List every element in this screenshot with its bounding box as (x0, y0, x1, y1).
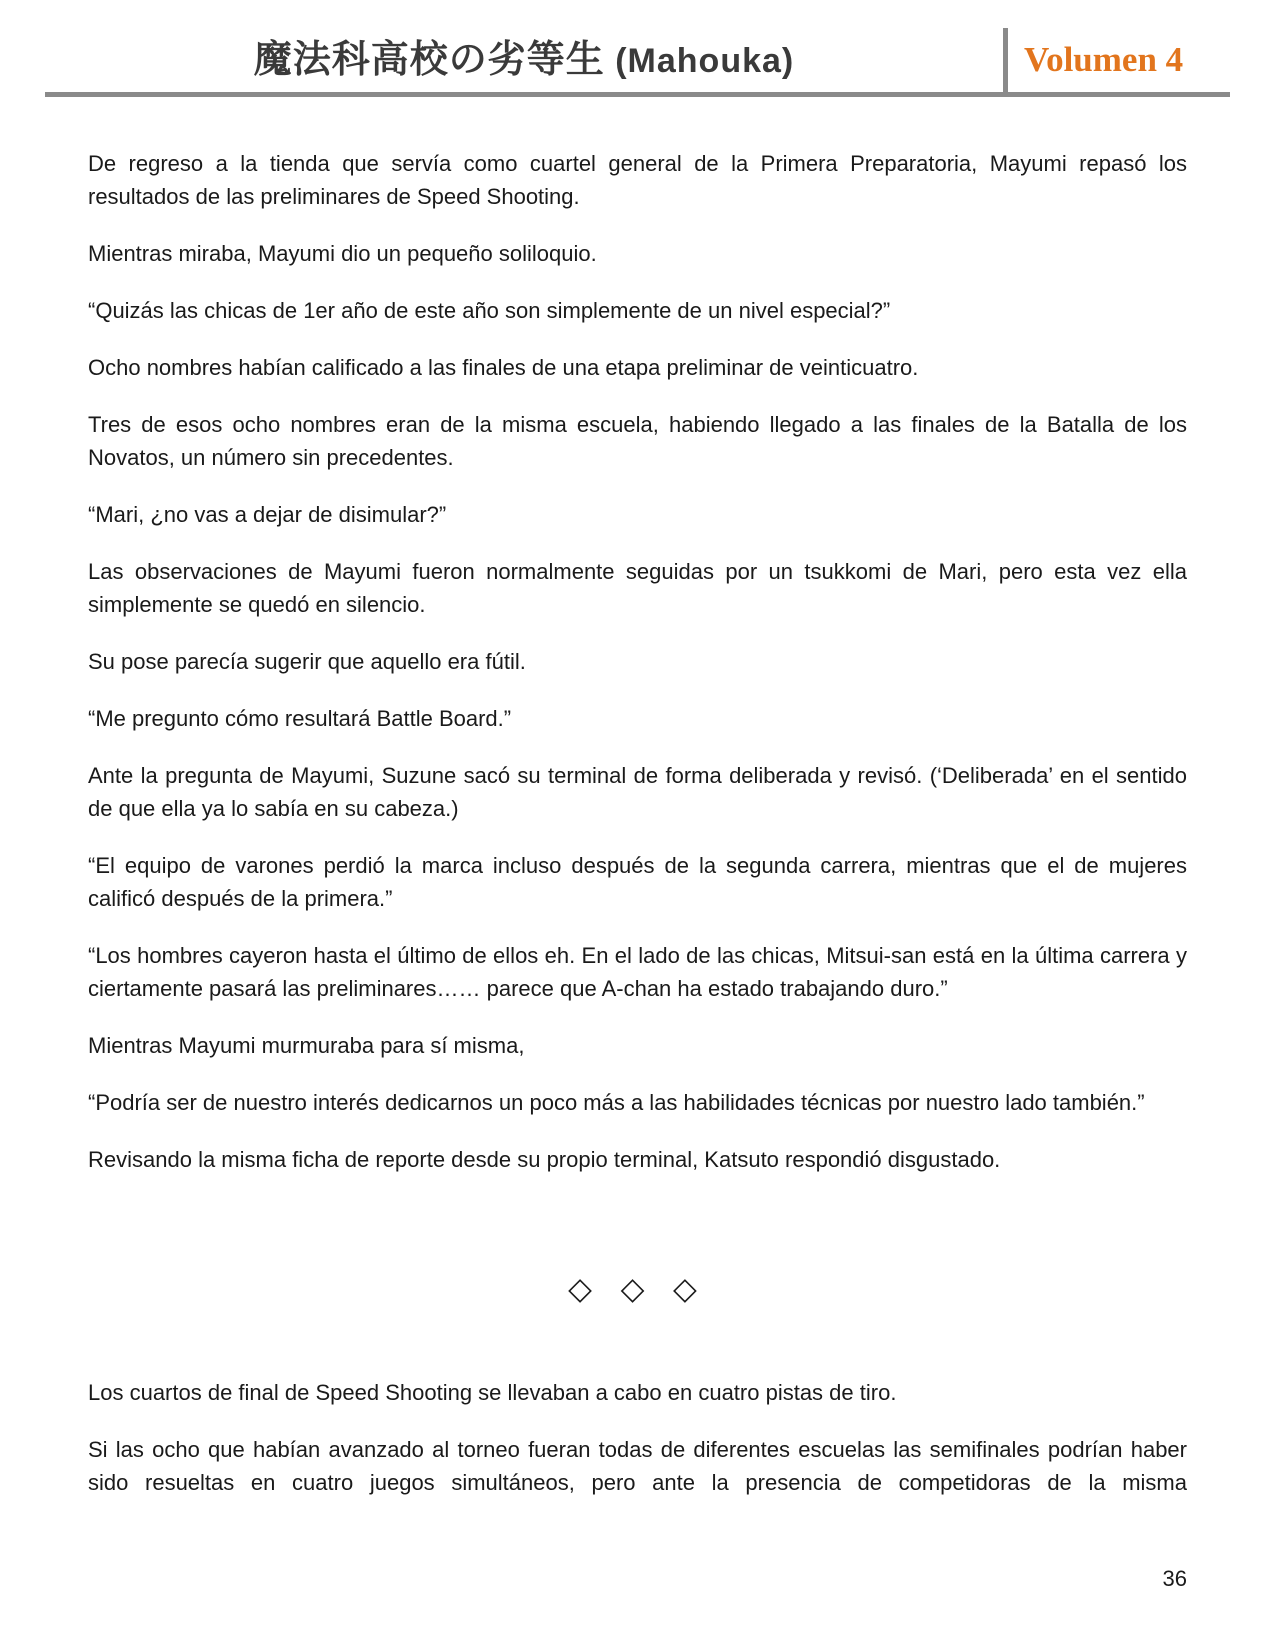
paragraph: Los cuartos de final de Speed Shooting se llevaban a cabo en cuatro pistas de tiro. (88, 1380, 897, 1405)
header-row (45, 18, 1230, 92)
paragraph: “Me pregunto cómo resultará Battle Board.” (88, 706, 512, 731)
header-title-cell (45, 18, 1003, 92)
paragraph: Revisando la misma ficha de reporte desde su propio terminal, Katsuto respondió disgustado. (88, 1147, 1001, 1172)
paragraph: Su pose parecía sugerir que aquello era fútil. (88, 649, 526, 674)
book-title-japanese: 魔法科高校の劣等生 (253, 38, 605, 81)
page-number: 36 (1162, 1566, 1187, 1591)
volume-label: Volumen 4 (1024, 40, 1184, 79)
paragraph: “El equipo de varones perdió la marca incluso después de la segunda carrera, mientras que el de mujeres calificó después de la primera.” (88, 853, 1187, 911)
paragraph: Mientras Mayumi murmuraba para sí misma, (88, 1033, 525, 1058)
paragraph: “Los hombres cayeron hasta el último de ellos eh. En el lado de las chicas, Mitsui-san está en la última carrera y ciertamente pasará las preliminares…… parece que A-chan ha estado trabajando duro.” (88, 943, 1187, 1001)
paragraph: Tres de esos ocho nombres eran de la misma escuela, habiendo llegado a las finales de la Batalla de los Novatos, un número sin precedentes. (88, 412, 1187, 470)
paragraph: Si las ocho que habían avanzado al torneo fueran todas de diferentes escuelas las semifinales podrían haber sido resueltas en cuatro juegos simultáneos, pero ante la presencia de competidoras de la misma (88, 1437, 1187, 1495)
page-header (0, 0, 1275, 97)
paragraph: Mientras miraba, Mayumi dio un pequeño soliloquio. (88, 241, 597, 266)
scene-separator: ◇ ◇ ◇ (568, 1271, 707, 1306)
page-body (0, 97, 1275, 1499)
paragraph: “Podría ser de nuestro interés dedicarnos un poco más a las habilidades técnicas por nuestro lado también.” (88, 1090, 1145, 1115)
paragraph: De regreso a la tienda que servía como cuartel general de la Primera Preparatoria, Mayumi repasó los resultados de las preliminares de Speed Shooting. (88, 151, 1187, 209)
paragraph: “Mari, ¿no vas a dejar de disimular?” (88, 502, 447, 527)
paragraph: Ante la pregunta de Mayumi, Suzune sacó su terminal de forma deliberada y revisó. (‘Deliberada’ en el sentido de que ella ya lo sabía en su cabeza.) (88, 763, 1187, 821)
page-footer (1163, 1566, 1187, 1592)
paragraph: Ocho nombres habían calificado a las finales de una etapa preliminar de veinticuatro. (88, 355, 919, 380)
book-title-romanized: (Mahouka) (604, 41, 795, 80)
header-volume-cell (1003, 28, 1230, 92)
book-title (254, 28, 794, 83)
paragraph: “Quizás las chicas de 1er año de este año son simplemente de un nivel especial?” (88, 298, 891, 323)
paragraph: Las observaciones de Mayumi fueron normalmente seguidas por un tsukkomi de Mari, pero esta vez ella simplemente se quedó en silencio. (88, 559, 1187, 617)
